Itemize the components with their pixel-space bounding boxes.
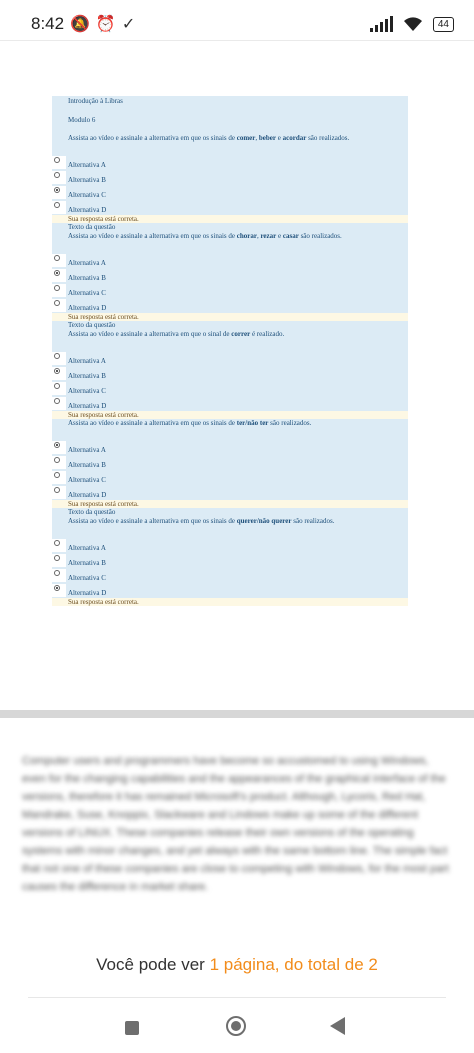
radio-button[interactable] <box>54 285 60 291</box>
radio-button[interactable] <box>54 570 60 576</box>
radio-button[interactable] <box>54 353 60 359</box>
question-label: Texto da questão <box>68 508 116 516</box>
option-label: Alternativa A <box>68 446 106 454</box>
option-label: Alternativa B <box>68 176 106 184</box>
radio-button[interactable] <box>54 585 60 591</box>
answer-option[interactable] <box>52 268 408 283</box>
prompt-text: , <box>255 134 259 142</box>
answer-option[interactable] <box>52 455 408 470</box>
prompt-text: querer/não querer <box>236 517 292 525</box>
prompt-text: casar <box>282 232 299 240</box>
option-label: Alternativa A <box>68 544 106 552</box>
answer-option[interactable] <box>52 253 408 268</box>
option-label: Alternativa D <box>68 491 107 499</box>
wifi-icon <box>403 16 423 32</box>
answer-option[interactable] <box>52 351 408 366</box>
prompt-text: chorar <box>236 232 257 240</box>
answer-option[interactable] <box>52 283 408 298</box>
question-prompt <box>52 330 408 339</box>
option-label: Alternativa C <box>68 387 106 395</box>
radio-button[interactable] <box>54 300 60 306</box>
radio-button[interactable] <box>54 540 60 546</box>
status-icons-right <box>370 16 454 32</box>
feedback-correct: Sua resposta está correta. <box>52 500 408 508</box>
prompt-text: ter/não ter <box>236 419 269 427</box>
question-label: Texto da questão <box>68 321 116 329</box>
course-title: Introdução à Libras <box>68 97 123 105</box>
radio-button[interactable] <box>54 555 60 561</box>
status-icons-left <box>70 14 141 34</box>
option-label: Alternativa B <box>68 274 106 282</box>
radio-button[interactable] <box>54 157 60 163</box>
recents-icon[interactable] <box>125 1021 139 1035</box>
radio-button[interactable] <box>54 383 60 389</box>
download-done-icon: ✓ <box>121 16 142 33</box>
prompt-text: Assista ao vídeo e assinale a alternativa em que os sinais de <box>68 517 237 525</box>
status-bar <box>0 0 474 52</box>
option-label: Alternativa D <box>68 402 107 410</box>
question-prompt <box>52 232 408 241</box>
status-divider <box>0 40 474 41</box>
option-label: Alternativa C <box>68 289 106 297</box>
prompt-text: acordar <box>282 134 307 142</box>
do-not-disturb-icon: 🔕 <box>70 16 96 33</box>
question-prompt <box>52 419 408 428</box>
question-prompt <box>52 517 408 526</box>
answer-option[interactable] <box>52 155 408 170</box>
option-label: Alternativa A <box>68 357 106 365</box>
prompt-text: correr <box>231 330 251 338</box>
answer-option[interactable] <box>52 298 408 313</box>
radio-button[interactable] <box>54 487 60 493</box>
answer-option[interactable] <box>52 200 408 215</box>
page-limit-highlight: 1 página, do total de 2 <box>209 955 378 974</box>
module-title: Modulo 6 <box>68 116 96 124</box>
system-navbar <box>0 1003 474 1053</box>
radio-button[interactable] <box>54 172 60 178</box>
option-label: Alternativa C <box>68 574 106 582</box>
document-preview <box>52 96 408 606</box>
radio-button[interactable] <box>54 472 60 478</box>
question-label: Texto da questão <box>68 223 116 231</box>
alarm-icon: ⏰ <box>95 16 122 33</box>
prompt-text: , <box>256 232 261 240</box>
answer-option[interactable] <box>52 170 408 185</box>
pager-divider <box>28 997 446 998</box>
option-label: Alternativa A <box>68 259 106 267</box>
option-label: Alternativa D <box>68 304 107 312</box>
option-label: Alternativa C <box>68 476 106 484</box>
prompt-text: são realizados. <box>306 134 350 142</box>
prompt-text: é realizado. <box>250 330 285 338</box>
prompt-text: são realizados. <box>291 517 335 525</box>
option-label: Alternativa B <box>68 372 106 380</box>
question-block <box>52 419 408 500</box>
back-icon[interactable] <box>330 1017 345 1035</box>
prompt-text: Assista ao vídeo e assinale a alternativa em que o sinal de <box>68 330 232 338</box>
signal-icon <box>370 16 393 32</box>
prompt-text: comer <box>236 134 256 142</box>
page-limit-prefix: Você pode ver <box>96 955 210 974</box>
answer-option[interactable] <box>52 470 408 485</box>
answer-option[interactable] <box>52 185 408 200</box>
radio-button[interactable] <box>54 202 60 208</box>
prompt-text: Assista ao vídeo e assinale a alternativa em que os sinais de <box>68 134 237 142</box>
feedback-correct: Sua resposta está correta. <box>52 411 408 419</box>
prompt-text: Assista ao vídeo e assinale a alternativa em que os sinais de <box>68 419 237 427</box>
radio-button[interactable] <box>54 270 60 276</box>
battery-icon: 44 <box>433 17 454 32</box>
answer-option[interactable] <box>52 538 408 553</box>
option-label: Alternativa C <box>68 191 106 199</box>
answer-option[interactable] <box>52 396 408 411</box>
prompt-text: Assista ao vídeo e assinale a alternativa em que os sinais de <box>68 232 237 240</box>
answer-option[interactable] <box>52 485 408 500</box>
preview-separator <box>0 710 474 718</box>
option-label: Alternativa D <box>68 206 107 214</box>
answer-option[interactable] <box>52 553 408 568</box>
prompt-text: são realizados. <box>298 232 342 240</box>
page-limit-message <box>0 955 474 975</box>
radio-button[interactable] <box>54 457 60 463</box>
option-label: Alternativa B <box>68 559 106 567</box>
radio-button[interactable] <box>54 255 60 261</box>
option-label: Alternativa A <box>68 161 106 169</box>
prompt-text: são realizados. <box>268 419 312 427</box>
feedback-correct: Sua resposta está correta. <box>52 215 408 223</box>
option-label: Alternativa B <box>68 461 106 469</box>
answer-option[interactable] <box>52 381 408 396</box>
option-label: Alternativa D <box>68 589 107 597</box>
feedback-correct: Sua resposta está correta. <box>52 313 408 321</box>
answer-option[interactable] <box>52 440 408 455</box>
blurred-page-preview: Computer users and programmers have become so accustomed to using Windows, even for the changing capabilities and the appearances of the graphical interface of the versions, therefore it has remained Microsoft's product. Although, Lycoris, Red Hat, Mandrake, Suse, Knoppix, Slackware and Lindows make up some of the different versions of LINUX. These companies release their own versions of the operating systems with minor changes, and yet always with the same bottom line. The simple fact that not one of these companies are close to competing with Windows, for the most part causes the difference in market share. <box>22 755 449 893</box>
prompt-text: e <box>276 134 283 142</box>
answer-option[interactable] <box>52 583 408 598</box>
feedback-correct: Sua resposta está correta. <box>52 598 408 606</box>
radio-button[interactable] <box>54 398 60 404</box>
radio-button[interactable] <box>54 442 60 448</box>
clock: 8:42 <box>31 14 65 33</box>
prompt-text: e <box>276 232 283 240</box>
prompt-text: rezar <box>260 232 277 240</box>
question-block <box>52 508 408 598</box>
question-block <box>52 321 408 411</box>
question-block <box>52 96 408 215</box>
answer-option[interactable] <box>52 366 408 381</box>
question-prompt <box>52 134 408 143</box>
home-icon[interactable] <box>226 1016 246 1036</box>
prompt-text: beber <box>258 134 276 142</box>
radio-button[interactable] <box>54 368 60 374</box>
radio-button[interactable] <box>54 187 60 193</box>
question-block <box>52 223 408 313</box>
answer-option[interactable] <box>52 568 408 583</box>
